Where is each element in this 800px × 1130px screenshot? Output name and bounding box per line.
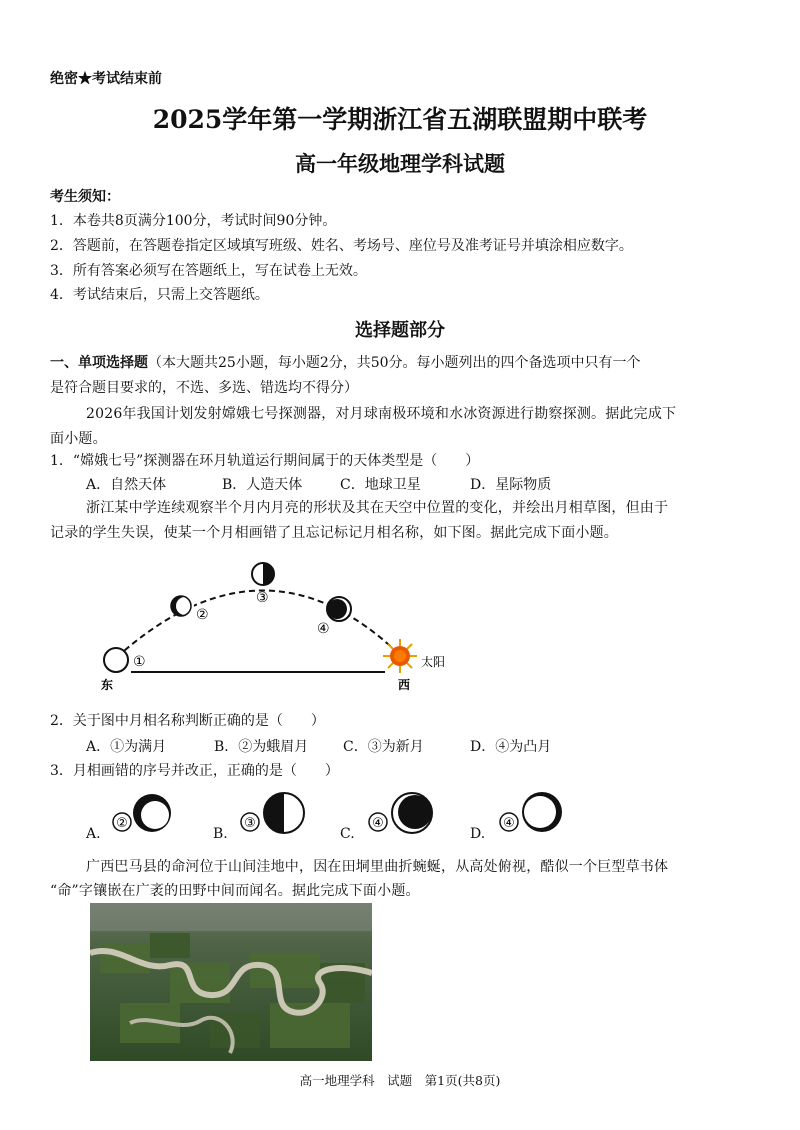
moon-phase-figure	[95, 555, 455, 695]
moon-2-icon	[171, 596, 194, 616]
notice-item: 1．本卷共8页满分100分，考试时间90分钟。	[50, 213, 337, 229]
confidential-label: 绝密★考试结束前	[50, 71, 162, 87]
section-title: 选择题部分	[355, 320, 445, 341]
page-footer: 高一地理学科 试题 第1页(共8页)	[299, 1073, 501, 1088]
notice-item: 3．所有答案必须写在答题纸上，写在试卷上无效。	[50, 263, 367, 279]
q1-option-b: B．人造天体	[222, 477, 303, 493]
q3-option-c-letter: C.	[340, 826, 355, 842]
moon-a-icon	[133, 794, 171, 832]
context-paragraph: “命”字镶嵌在广袤的田野中间而闻名。据此完成下面小题。	[50, 883, 420, 899]
moon-b-icon	[264, 793, 304, 833]
context-paragraph: 面小题。	[50, 431, 107, 447]
q3-option-d-figure	[496, 788, 568, 838]
notice-item: 2．答题前，在答题卷指定区域填写班级、姓名、考场号、座位号及准考证号并填涂相应数字。	[50, 238, 633, 254]
q3-option-a-figure	[112, 788, 176, 838]
moon-label-2: ②	[196, 607, 209, 623]
exam-title: 2025学年第一学期浙江省五湖联盟期中联考	[152, 105, 648, 134]
q1-option-a: A．自然天体	[86, 477, 167, 493]
context-paragraph: 2026年我国计划发射嫦娥七号探测器，对月球南极环境和水冰资源进行勘察探测。据此完成下	[86, 406, 677, 422]
river-aerial-photo	[90, 903, 372, 1061]
sun-icon	[383, 639, 417, 673]
q2-option-b: B．②为蛾眉月	[214, 739, 309, 755]
q1-option-d: D．星际物质	[470, 477, 552, 493]
q1-option-c: C．地球卫星	[340, 477, 421, 493]
notice-item: 4．考试结束后，只需上交答题纸。	[50, 287, 269, 303]
context-paragraph: 广西巴马县的命河位于山间洼地中，因在田垌里曲折蜿蜒，从高处俯视，酷似一个巨型草书体	[86, 859, 669, 875]
moon-4-icon	[327, 597, 351, 621]
context-paragraph: 记录的学生失误，使某一个月相画错了且忘记标记月相名称，如下图。据此完成下面小题。	[50, 525, 618, 541]
q3-option-c-figure	[366, 788, 436, 838]
q3-option-b-figure	[238, 788, 308, 838]
q2-option-c: C．③为新月	[343, 739, 424, 755]
moon-c-icon	[392, 793, 432, 833]
east-label: 东	[101, 678, 114, 692]
exam-subtitle: 高一年级地理学科试题	[295, 151, 505, 176]
moon-3-icon	[252, 563, 274, 585]
notice-heading: 考生须知：	[50, 189, 120, 205]
part-heading-line	[50, 352, 641, 372]
q3-option-c-num: ④	[372, 816, 384, 831]
question-2-stem: 2．关于图中月相名称判断正确的是（ ）	[50, 713, 325, 729]
q2-option-a: A．①为满月	[86, 739, 167, 755]
q3-option-a-letter: A.	[86, 826, 101, 842]
west-label: 西	[398, 678, 411, 692]
q2-option-d: D．④为凸月	[470, 739, 552, 755]
moon-label-3: ③	[256, 590, 269, 606]
part-description: （本大题共25小题，每小题2分，共50分。每小题列出的四个备选项中只有一个	[148, 355, 641, 371]
q3-option-b-num: ③	[244, 816, 256, 831]
question-1-stem: 1．“嫦娥七号”探测器在环月轨道运行期间属于的天体类型是（ ）	[50, 453, 480, 469]
context-paragraph: 浙江某中学连续观察半个月内月亮的形状及其在天空中位置的变化，并绘出月相草图，但由于	[86, 500, 669, 516]
moon-label-4: ④	[317, 621, 330, 637]
question-3-stem: 3．月相画错的序号并改正，正确的是（ ）	[50, 763, 339, 779]
moon-label-1: ①	[133, 654, 146, 670]
q3-option-b-letter: B.	[213, 826, 228, 842]
sun-label: 太阳	[421, 655, 446, 669]
part-description-2: 是符合题目要求的，不选、多选、错选均不得分）	[50, 380, 358, 396]
q3-option-d-letter: D.	[470, 826, 486, 842]
moon-d-icon	[522, 792, 562, 832]
q3-option-a-num: ②	[116, 816, 128, 831]
moon-1-icon	[104, 648, 128, 672]
part-heading: 一、单项选择题	[50, 355, 148, 371]
q3-option-d-num: ④	[503, 816, 515, 831]
